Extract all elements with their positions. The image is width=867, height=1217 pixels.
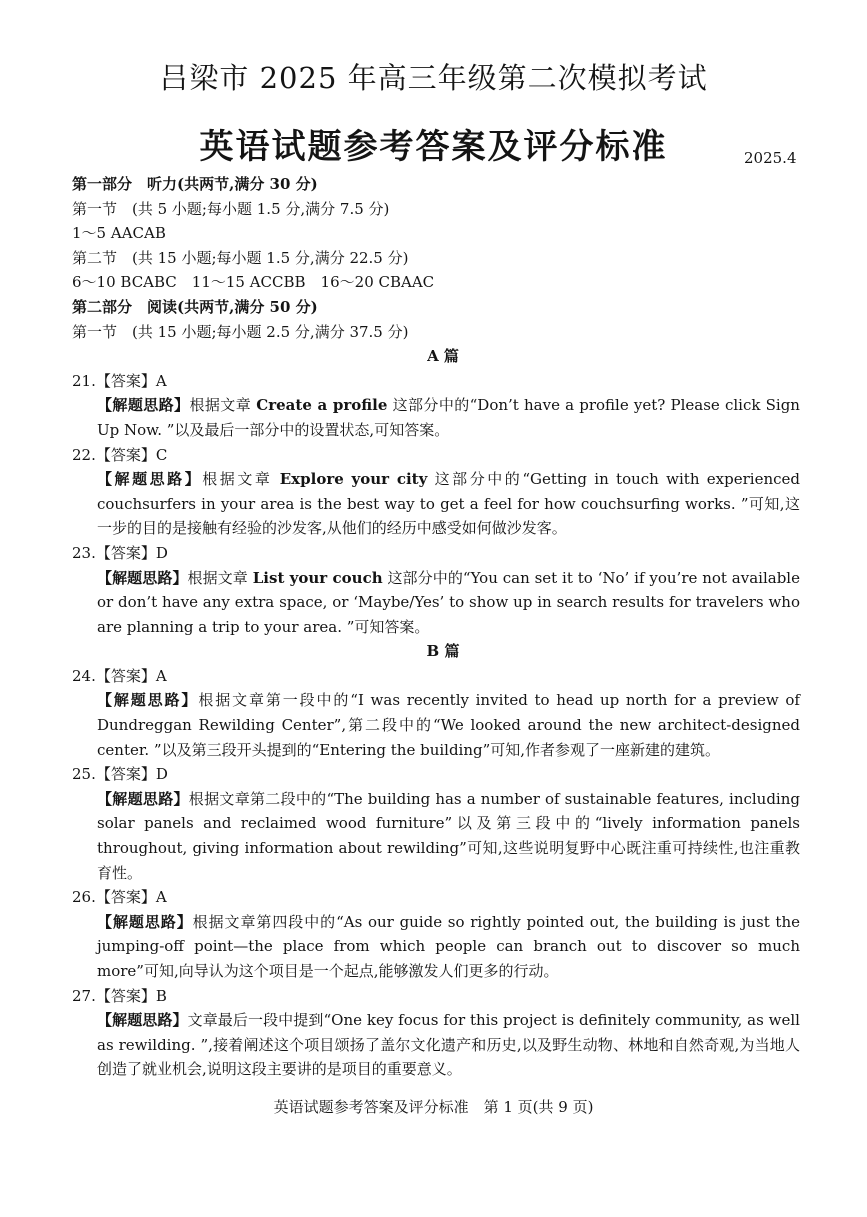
explanation: 【解题思路】文章最后一段中提到“One key focus for this project is definitely community, as well as rewilding. ”,接着阐述这个项目颂扬了盖尔文化遗产和历史,以及野生动物、林地和自然奇观,为当地人创造了就业机会,说明这段主要讲的是项目的重要意义。: [97, 1011, 800, 1079]
question-24: [72, 664, 800, 762]
listening-section1-heading: 第一节 (共 5 小题;每小题 1.5 分,满分 7.5 分): [72, 199, 390, 218]
answer-line: 23.【答案】D: [72, 543, 168, 562]
listening-part-heading: 第一部分 听力(共两节,满分 30 分): [72, 175, 318, 193]
answer-line: 26.【答案】A: [72, 888, 167, 907]
explanation: 【解题思路】根据文章 List your couch 这部分中的“You can set it to ‘No’ if you’re not available or don’t have any extra space, or ‘Maybe/Yes’ to show up in search results for travelers who are planning a trip to your area. ”可知答案。: [97, 568, 800, 636]
question-22: [72, 443, 800, 541]
listening-section2-heading: 第二节 (共 15 小题;每小题 1.5 分,满分 22.5 分): [72, 248, 409, 267]
document-body: [72, 172, 800, 1082]
answer-line: 22.【答案】C: [72, 445, 168, 464]
document-title: 英语试题参考答案及评分标准: [199, 127, 668, 167]
explanation: 【解题思路】根据文章第二段中的“The building has a number of sustainable features, including solar panels and reclaimed wood furniture”以及第三段中的“lively information panels throughout, giving information about rewilding”可知,这些说明复野中心既注重可持续性,也注重教育性。: [97, 789, 800, 882]
question-21: [72, 369, 800, 443]
document-date: 2025.4: [744, 149, 797, 167]
exam-title: 吕梁市 2025 年高三年级第二次模拟考试: [159, 61, 708, 95]
passage-a-heading: A 篇: [427, 347, 459, 366]
explanation: 【解题思路】根据文章 Explore your city 这部分中的“Getting in touch with experienced couchsurfers in your area is the best way to get a feel for how couchsurfing works. ”可知,这一步的目的是接触有经验的沙发客,从他们的经历中感受如何做沙发客。: [97, 470, 800, 538]
answer-line: 27.【答案】B: [72, 986, 167, 1005]
question-23: [72, 541, 800, 639]
question-27: [72, 984, 800, 1082]
answer-line: 25.【答案】D: [72, 765, 168, 784]
reading-section1-heading: 第一节 (共 15 小题;每小题 2.5 分,满分 37.5 分): [72, 322, 409, 341]
reading-part-heading: 第二部分 阅读(共两节,满分 50 分): [72, 297, 318, 316]
answer-line: 21.【答案】A: [72, 371, 167, 390]
page-footer: 英语试题参考答案及评分标准 第 1 页(共 9 页): [273, 1098, 594, 1116]
explanation: 【解题思路】根据文章第四段中的“As our guide so rightly pointed out, the building is just the jumping-off point—the place from which people can branch out to discover so much more”可知,向导认为这个项目是一个起点,能够激发人们更多的行动。: [97, 912, 800, 980]
listening-answers-1-5: 1～5 AACAB: [72, 224, 166, 243]
question-25: [72, 762, 800, 885]
explanation: 【解题思路】根据文章 Create a profile 这部分中的“Don’t have a profile yet? Please click Sign Up Now. ”以及最后一部分中的设置状态,可知答案。: [97, 396, 800, 439]
passage-b-heading: B 篇: [426, 642, 460, 661]
explanation: 【解题思路】根据文章第一段中的“I was recently invited to head up north for a preview of Dundreggan Rewilding Center”,第二段中的“We looked around the new architect-designed center. ”以及第三段开头提到的“Entering the building”可知,作者参观了一座新建的建筑。: [97, 691, 800, 759]
answer-line: 24.【答案】A: [72, 666, 167, 685]
listening-answers-6-20: 6～10 BCABC 11～15 ACCBB 16～20 CBAAC: [72, 273, 435, 292]
question-26: [72, 885, 800, 983]
